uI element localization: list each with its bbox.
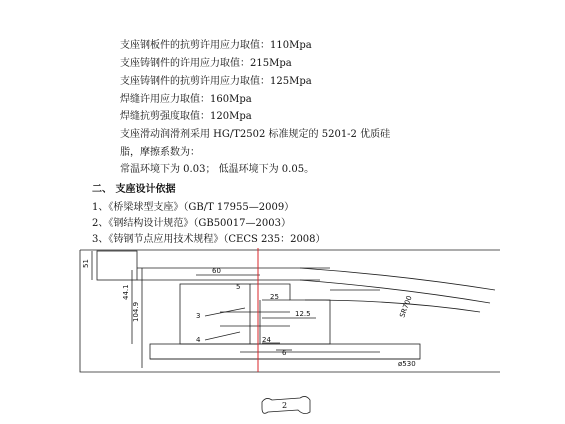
spec-line-4: 焊缝许用应力取值：160Mpa [120, 94, 252, 105]
dim-104-9: 104.9 [132, 301, 140, 322]
dim-sr700: SR700 [398, 294, 414, 319]
spec-line-2: 支座铸钢件的许用应力取值：215Mpa [120, 58, 292, 69]
spec-line-3: 支座铸钢件的抗剪许用应力取值：125Mpa [120, 76, 312, 87]
dim-60: 60 [212, 267, 221, 275]
dim-phi530: ø530 [398, 360, 416, 368]
spec-line-7: 脂，摩擦系数为： [120, 147, 200, 158]
page-number: 2 [282, 401, 288, 410]
dim-24: 24 [262, 336, 271, 344]
reference-item-3: 3、《铸钢节点应用技术规程》（CECS 235：2008） [92, 234, 326, 245]
spec-line-5: 焊缝抗剪强度取值：120Mpa [120, 111, 252, 122]
spec-line-1: 支座钢板件的抗剪许用应力取值：110Mpa [120, 40, 312, 51]
reference-item-2: 2、《钢结构设计规范》（GB50017—2003） [92, 218, 291, 229]
dim-5: 5 [236, 283, 241, 291]
label-3: 3 [196, 312, 201, 320]
dim-6: 6 [282, 349, 287, 357]
reference-item-1: 1、《桥梁球型支座》（GB/T 17955—2009） [92, 202, 295, 213]
spec-line-6: 支座滑动润滑剂采用 HG/T2502 标准规定的 5201-2 优质硅 [120, 129, 391, 140]
dim-12-5: 12.5 [295, 310, 311, 318]
dim-25: 25 [270, 293, 279, 301]
dim-51: 51 [82, 259, 90, 268]
label-4: 4 [196, 336, 201, 344]
section-heading: 二、 支座设计依据 [92, 184, 176, 195]
spec-line-8: 常温环境下为 0.03； 低温环境下为 0.05。 [120, 164, 315, 175]
dim-44-1: 44.1 [122, 284, 130, 300]
